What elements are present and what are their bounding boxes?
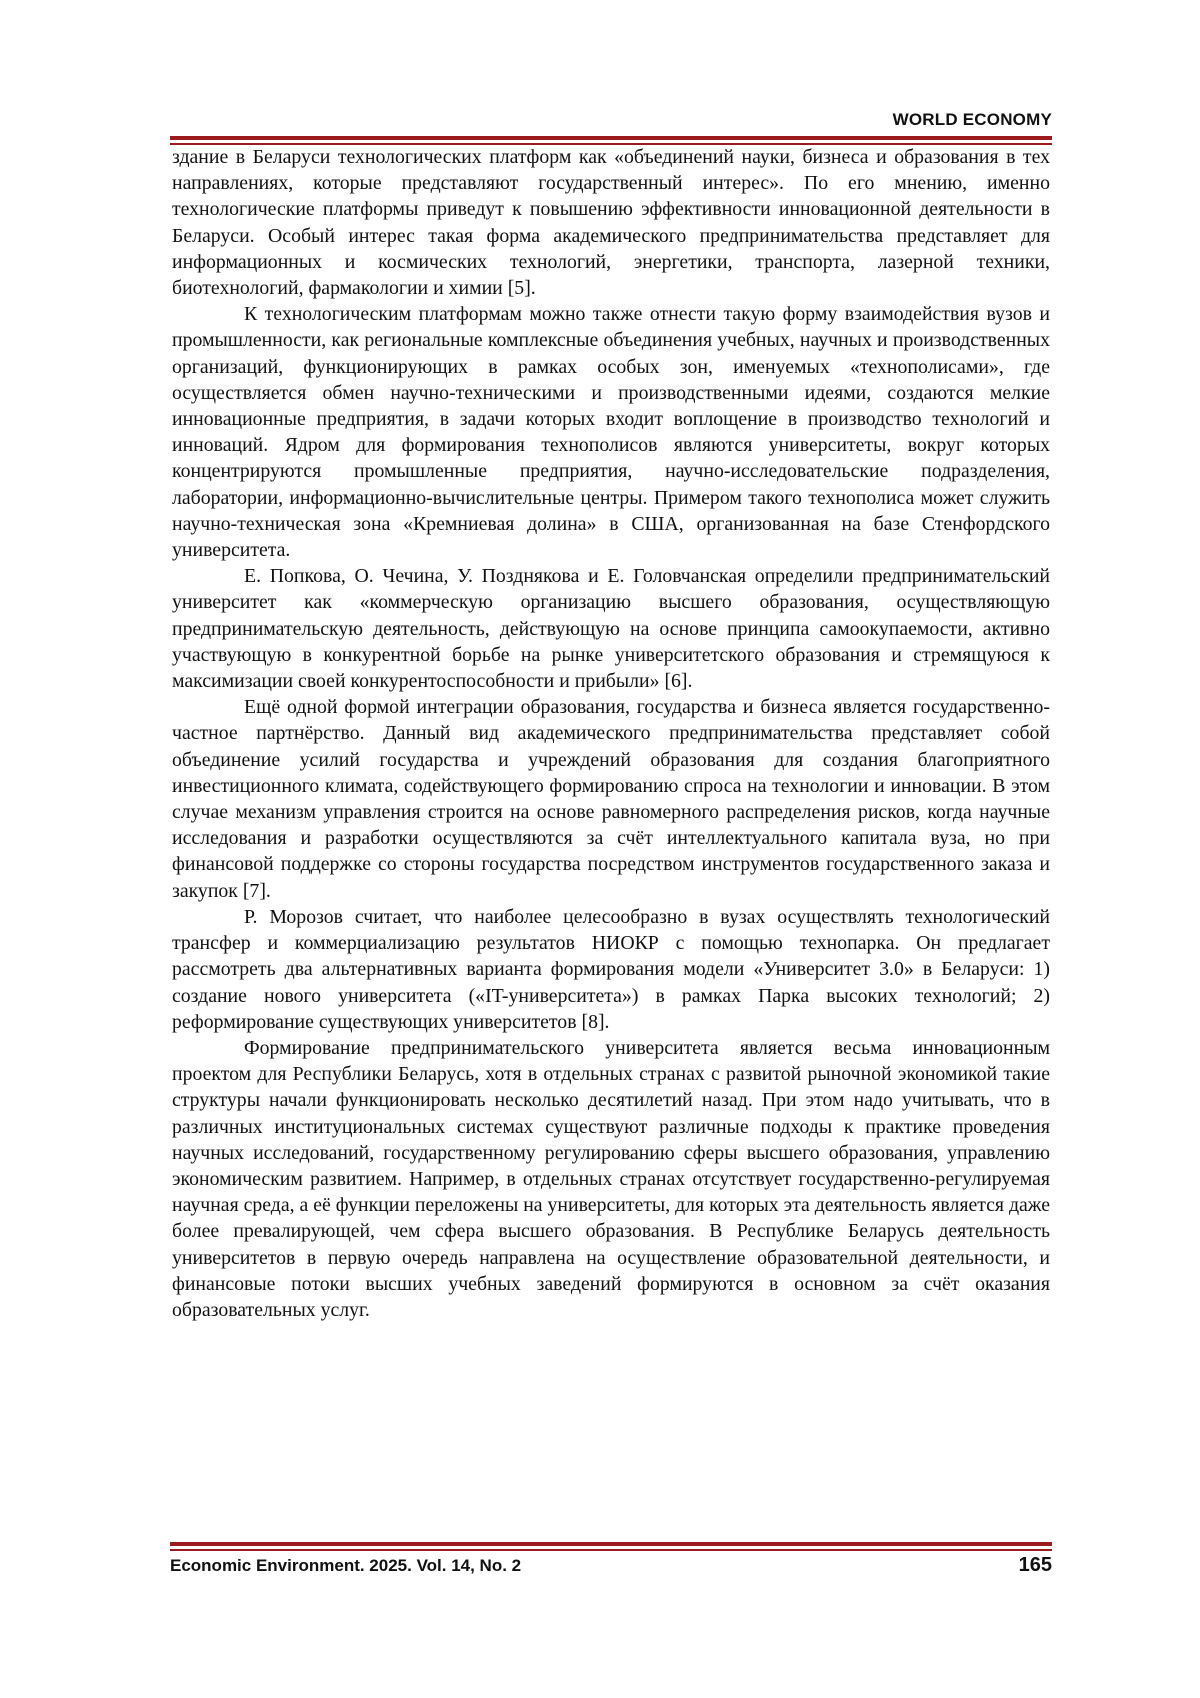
page-number: 165 <box>1019 1554 1052 1577</box>
paragraph-2: К технологическим платформам можно также отнести такую форму взаимодействия вузов и промышленности, как региональные комплексные объединения учебных, научных и производственных организаций, функционирующих в рамках особых зон, именуемых «технополисами», где осуществляется обмен научно-техническими и производственными идеями, создаются мелкие инновационные предприятия, в задачи которых входит воплощение в производство технологий и инноваций. Ядром для формирования технополисов являются университеты, вокруг которых концентрируются промышленные предприятия, научно-исследовательские подразделения, лаборатории, информационно-вычислительные центры. Примером такого технополиса может служить научно-техническая зона «Кремниевая долина» в США, организованная на базе Стенфордского университета. <box>172 301 1050 563</box>
paragraph-1: здание в Беларуси технологических платформ как «объединений науки, бизнеса и образования в тех направлениях, которые представляют государственный интерес». По его мнению, именно технологические платформы приведут к повышению эффективности инновационной деятельности в Беларуси. Особый интерес такая форма академического предпринимательства представляет для информационных и космических технологий, энергетики, транспорта, лазерной техники, биотехнологий, фармакологии и химии [5]. <box>172 144 1050 301</box>
paragraph-3: Е. Попкова, О. Чечина, У. Позднякова и Е. Головчанская определили предпринимательский университет как «коммерческую организацию высшего образования, осуществляющую предпринимательскую деятельность, действующую на основе принципа самоокупаемости, активно участвующую в конкурентной борьбе на рынке университетского образования и стремящуюся к максимизации своей конкурентоспособности и прибыли» [6]. <box>172 563 1050 694</box>
paragraph-5: Р. Морозов считает, что наиболее целесообразно в вузах осуществлять технологический трансфер и коммерциализацию результатов НИОКР с помощью технопарка. Он предлагает рассмотреть два альтернативных варианта формирования модели «Университет 3.0» в Беларуси: 1) создание нового университета («IT-университета») в рамках Парка высоких технологий; 2) реформирование существующих университетов [8]. <box>172 904 1050 1035</box>
article-body <box>172 144 1050 1323</box>
footer-rule-thick <box>170 1542 1052 1546</box>
paragraph-4: Ещё одной формой интеграции образования, государства и бизнеса является государственно-частное партнёрство. Данный вид академического предпринимательства представляет собой объединение усилий государства и учреждений образования для создания благоприятного инвестиционного климата, содействующего формированию спроса на технологии и инновации. В этом случае механизм управления строится на основе равномерного распределения рисков, когда научные исследования и разработки осуществляются за счёт интеллектуального капитала вуза, но при финансовой поддержке со стороны государства посредством инструментов государственного заказа и закупок [7]. <box>172 694 1050 904</box>
footer-rule-thin <box>170 1549 1052 1551</box>
header-rule-thick <box>170 136 1052 140</box>
paragraph-6: Формирование предпринимательского университета является весьма инновационным проектом для Республики Беларусь, хотя в отдельных странах с развитой рыночной экономикой такие структуры начали функционировать несколько десятилетий назад. При этом надо учитывать, что в различных институциональных системах существуют различные подходы к практике проведения научных исследований, государственному регулированию сферы высшего образования, управлению экономическим развитием. Например, в отдельных странах отсутствует государственно-регулируемая научная среда, а её функции переложены на университеты, для которых эта деятельность является даже более превалирующей, чем сфера высшего образования. В Республике Беларусь деятельность университетов в первую очередь направлена на осуществление образовательной деятельности, и финансовые потоки высших учебных заведений формируются в основном за счёт оказания образовательных услуг. <box>172 1035 1050 1323</box>
section-label: WORLD ECONOMY <box>893 110 1052 130</box>
journal-citation: Economic Environment. 2025. Vol. 14, No. 2 <box>170 1556 521 1576</box>
